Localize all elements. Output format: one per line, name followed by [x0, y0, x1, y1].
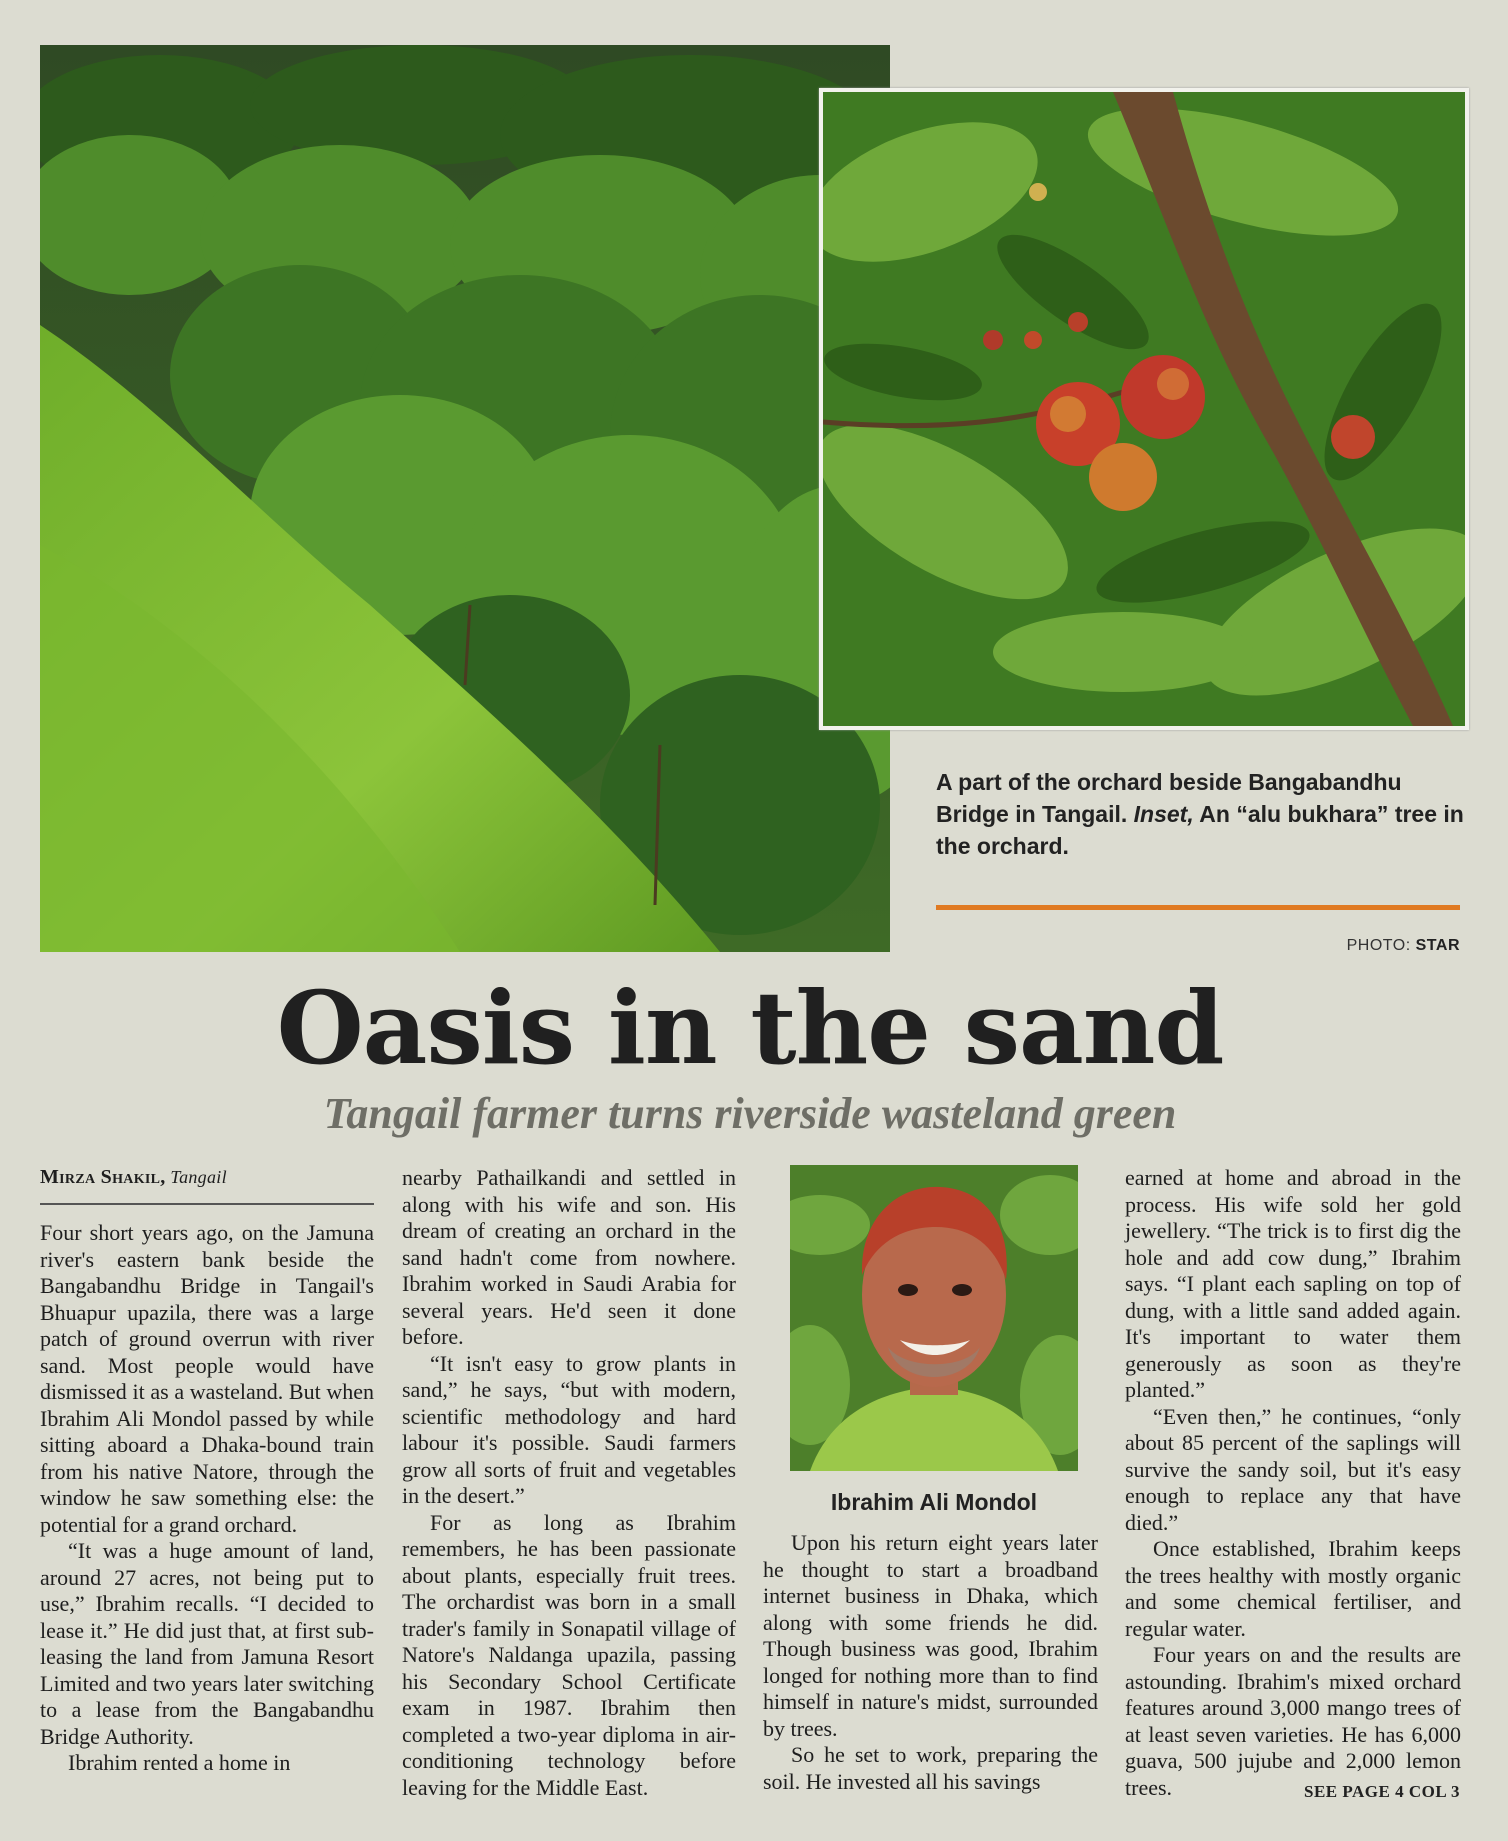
- jump-line: SEE PAGE 4 COL 3: [1304, 1782, 1460, 1801]
- paragraph: “It isn't easy to grow plants in sand,” he says, “but with modern, scientific methodology and hard labour it's possible. Saudi farmers grow all sorts of fruit and vegetables in the desert.”: [402, 1350, 736, 1508]
- paragraph: Four years on and the results are astounding. Ibrahim's mixed orchard features around 3,000 mango trees of at least seven varieties. He has 6,000 guava, 500 jujube and 2,000 lemon trees.: [1125, 1642, 1461, 1800]
- paragraph: “Even then,” he continues, “only about 85 percent of the saplings will survive the sandy soil, but it's easy enough to replace any that have died.”: [1125, 1403, 1461, 1535]
- article-column-1: [40, 1220, 374, 1777]
- paragraph: So he set to work, preparing the soil. He invested all his savings: [763, 1742, 1098, 1794]
- caption-divider: [936, 905, 1460, 910]
- paragraph: Upon his return eight years later he thought to start a broadband internet business in Dhaka, which along with some friends he did. Though business was good, Ibrahim longed for nothing more than to find himself in nature's midst, surrounded by trees.: [763, 1530, 1098, 1741]
- paragraph: “It was a huge amount of land, around 27 acres, not being put to use,” Ibrahim recalls. “I decided to lease it.” He did just that, at first sub-leasing the land from Jamuna Resort Limited and two years later switching to a lease from the Bangabandhu Bridge Authority.: [40, 1538, 374, 1749]
- portrait-photo: [790, 1165, 1078, 1471]
- paragraph: For as long as Ibrahim remembers, he has been passionate about plants, especially fruit trees. The orchardist was born in a small trader's family in Sonapatil village of Natore's Naldanga upazila, passing his Secondary School Certificate exam in 1987. Ibrahim then completed a two-year diploma in air-conditioning technology before leaving for the Middle East.: [402, 1509, 736, 1800]
- photo-credit-source: STAR: [1415, 937, 1460, 954]
- byline-author: Mirza Shakil,: [40, 1166, 166, 1188]
- paragraph: nearby Pathailkandi and settled in along with his wife and son. His dream of creating an orchard in the sand hadn't come from nowhere. Ibrahim worked in Saudi Arabia for several years. He'd seen it done before.: [402, 1165, 736, 1349]
- article-column-2: [402, 1165, 736, 1801]
- paragraph: Ibrahim rented a home in: [68, 1750, 291, 1775]
- article-column-3: [763, 1530, 1098, 1795]
- caption-text-part2: An “alu bukhara” tree in the orchard.: [936, 801, 1464, 859]
- photo-credit-label: PHOTO:: [1346, 937, 1411, 954]
- byline-location: Tangail: [170, 1167, 227, 1187]
- byline: [40, 1166, 374, 1189]
- subheadline: Tangail farmer turns riverside wasteland green: [323, 1089, 1177, 1138]
- photo-caption: [936, 766, 1466, 862]
- article-column-4: [1125, 1165, 1461, 1801]
- headline: Oasis in the sand: [276, 969, 1224, 1087]
- paragraph: Once established, Ibrahim keeps the trees healthy with mostly organic and some chemical fertiliser, and regular water.: [1125, 1536, 1461, 1641]
- caption-inset-label: Inset,: [1133, 801, 1194, 827]
- caption-text-part1: A part of the orchard beside Bangabandhu Bridge in Tangail.: [936, 769, 1402, 827]
- orchard-photo: [40, 45, 890, 952]
- inset-photo: [819, 88, 1469, 730]
- portrait-caption: Ibrahim Ali Mondol: [830, 1489, 1038, 1515]
- photo-credit: [1300, 937, 1460, 955]
- paragraph: earned at home and abroad in the process. His wife sold her gold jewellery. “The trick is to first dig the hole and add cow dung,” Ibrahim says. “I plant each sapling on top of dung, with a little sand added again. It's important to water them generously as soon as they're planted.”: [1125, 1165, 1461, 1402]
- byline-divider: [40, 1203, 374, 1205]
- paragraph: Four short years ago, on the Jamuna river's eastern bank beside the Bangabandhu Bridge in Tangail's Bhuapur upazila, there was a large patch of ground overrun with river sand. Most people would have dismissed it as a wasteland. But when Ibrahim Ali Mondol passed by while sitting aboard a Dhaka-bound train from his native Natore, through the window he saw something else: the potential for a grand orchard.: [40, 1220, 374, 1537]
